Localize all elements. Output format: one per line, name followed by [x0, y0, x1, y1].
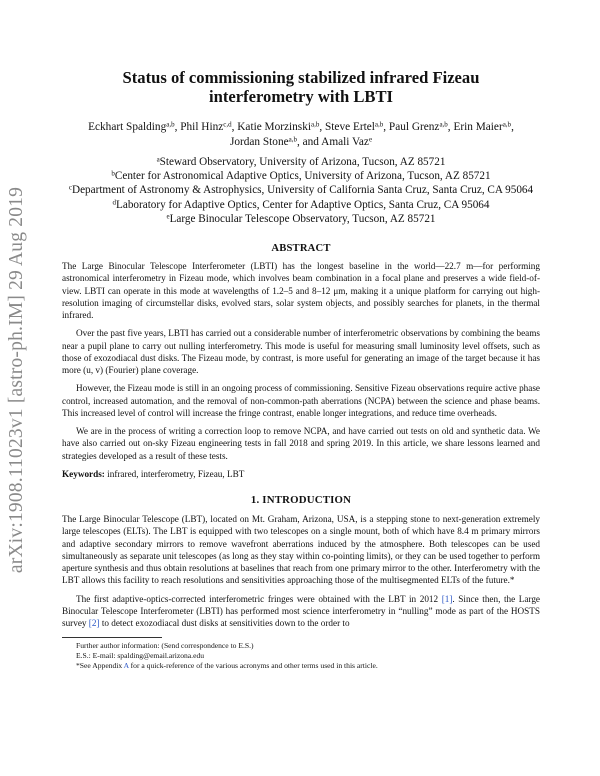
abstract-heading: ABSTRACT — [271, 243, 331, 255]
citation-link[interactable]: [1] — [441, 593, 453, 604]
abstract-paragraph: We are in the process of writing a correction loop to remove NCPA, and have carried out tests on old and synthetic data. We have also carried out on-sky Fizeau engineering tests in fall 2018 and spring 2019. In this article, we share lessons learned and strategies developed as a result of these tests. — [62, 426, 540, 461]
author: Amali Vaz$^e$ — [321, 135, 373, 148]
author: Jordan Stone$^{a,b}$ — [229, 135, 297, 148]
footnote: *See Appendix A for a quick-reference of the various acronyms and other terms used in this article. — [76, 661, 378, 671]
citation-link[interactable]: [2] — [88, 618, 100, 629]
author: Paul Grenz$^{a,b}$ — [388, 120, 448, 133]
affiliation: $^b$Center for Astronomical Adaptive Optics, University of Arizona, Tucson, AZ 85721 — [111, 169, 491, 183]
author: Phil Hinz$^{c,d}$ — [180, 120, 232, 133]
section-heading-introduction: 1. INTRODUCTION — [250, 494, 352, 507]
abstract-paragraph: Over the past five years, LBTI has carried out a considerable number of interferometric observations by combining the beams near a pupil plane to carry out nulling interferometry. This mode is useful for measuring small luminosity level offsets, such as those of exozodiacal dust disks. The Fizeau mode, by contrast, is more useful for generating an image of the target because it has more (u, v) (Fourier) plane coverage. — [62, 328, 540, 376]
author-list: Eckhart Spalding$^{a,b}$, Phil Hinz$^{c,d}$, Katie Morzinski$^{a,b}$, Steve Ertel$^{a,b}$, Paul Grenz$^{a,b}$, Erin Maier$^{a,b}$, Jordan Stone$^{a,b}$, and Amali Vaz$^e$ — [88, 120, 514, 148]
affiliation: $^c$Department of Astronomy & Astrophysics, University of California Santa Cruz, Santa Cruz, CA 95064 — [68, 183, 534, 197]
affiliation: $^a$Steward Observatory, University of Arizona, Tucson, AZ 85721 — [156, 155, 446, 168]
abstract-paragraph: The Large Binocular Telescope Interferometer (LBTI) has the longest baseline in the world—22.7 m—for performing astronomical interferometry in Fizeau mode, which involves beam combination in a focal plane and preserves a wide field-of-view. LBTI can operate in this mode at wavelengths of 1.2–5 and 8–12 μm, making it a unique platform for carrying out high-resolution imaging of circumstellar disks, evolved stars, solar system objects, and possibly searches for planets, in the thermal infrared. — [62, 261, 540, 321]
abstract-paragraph: However, the Fizeau mode is still in an ongoing process of commissioning. Sensitive Fizeau observations require active phase control, increased automation, and the removal of non-common-path aberrations (NCPA) between the science and phase beams. This increased level of control will increase the fringe contrast, enable longer integrations, and reduce time overheads. — [62, 383, 540, 418]
author: Steve Ertel$^{a,b}$ — [325, 120, 384, 133]
author: Katie Morzinski$^{a,b}$ — [237, 120, 320, 133]
arxiv-stamp-text: arXiv:1908.11023v1 [astro-ph.IM] 29 Aug 2019 — [6, 186, 27, 574]
intro-paragraph: The first adaptive-optics-corrected interferometric fringes were obtained with the LBT in 2012 [1]. Since then, the Large Binocular Telescope Interferometer (LBTI) has performed most science interferometry in “nulling” mode as part of the HOSTS survey [2] to detect exozodiacal dust disks at sensitivities down to the order to — [62, 593, 541, 629]
appendix-link[interactable]: A — [123, 661, 129, 671]
intro-paragraph: The Large Binocular Telescope (LBT), located on Mt. Graham, Arizona, USA, is a stepping stone to next-generation extremely large telescopes (ELTs). The LBT is equipped with two telescopes on a single mount, both of which have 8.4 m primary mirrors and adaptive secondary mirrors to remove wavefront aberrations induced by the atmosphere. Both telescopes can be used simultaneously as separate unit telescopes (as long as they stay within co-pointing limits), or they can be used together to perform aperture synthesis and thus obtain resolutions at baselines that reach from one primary mirror to the other. Interferometry with the LBT allows this facility to reach resolutions and sensitivities approaching those of the multisegmented ELTs of the future.* — [62, 514, 540, 586]
keywords — [62, 468, 540, 480]
author: Eckhart Spalding$^{a,b}$ — [88, 120, 175, 133]
paper-title: Status of commissioning stabilized infrared Fizeau interferometry with LBTI — [122, 68, 480, 106]
keywords-label: Keywords: — [62, 468, 105, 479]
footnote: E.S.: E-mail: spalding@email.arizona.edu — [76, 651, 205, 661]
keywords-text: infrared, interferometry, Fizeau, LBT — [107, 468, 245, 479]
author: Erin Maier$^{a,b}$ — [453, 120, 512, 133]
footnote-rule — [62, 637, 162, 638]
affiliation: $^e$Large Binocular Telescope Observatory, Tucson, AZ 85721 — [166, 212, 436, 225]
footnote: Further author information: (Send correspondence to E.S.) — [76, 641, 254, 651]
affiliation-list — [62, 155, 540, 226]
paper-page — [62, 68, 540, 671]
affiliation: $^d$Laboratory for Adaptive Optics, Center for Adaptive Optics, Santa Cruz, CA 95064 — [112, 198, 490, 211]
arxiv-stamp — [4, 186, 30, 574]
